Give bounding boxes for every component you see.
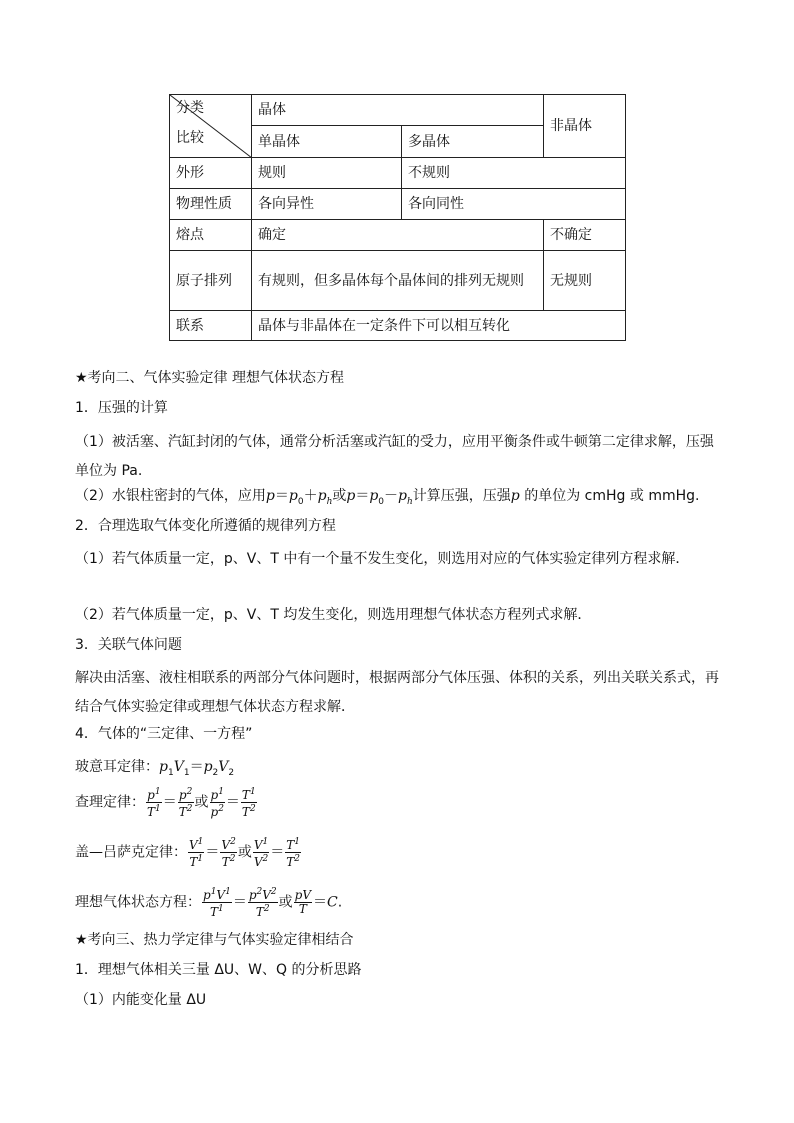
crystal-header: 晶体 [252, 95, 544, 126]
heading-pressure: 1．压强的计算 [75, 400, 168, 416]
corner-bottom-label: 比较 [176, 130, 204, 146]
section-3-title: ★考向三、热力学定律与气体实验定律相结合 [75, 932, 354, 948]
gay-lussac-law: 盖—吕萨克定律： $\frac{V^1}{T^1}$ ＝ $\frac{V^2}{T^2}$ 或 $\frac{V^1}{V^2}$ ＝ $\frac{T^1}{T^2}$ [75, 837, 300, 869]
heading-linked-gas: 3．关联气体问题 [75, 637, 182, 653]
corner-top-label: 分类 [176, 100, 204, 116]
table-cell: 不规则 [402, 158, 626, 189]
table-cell: 晶体与非晶体在一定条件下可以相互转化 [252, 311, 626, 341]
amorphous-header: 非晶体 [544, 95, 626, 158]
heading-laws: 2．合理选取气体变化所遵循的规律列方程 [75, 518, 336, 534]
boyle-law: 玻意耳定律：$p_1V_1=p_2V_2$ [75, 759, 235, 778]
formula-mercury-pressure: p [265, 488, 275, 504]
paragraph-piston: （1）被活塞、汽缸封闭的气体，通常分析活塞或汽缸的受力，应用平衡条件或牛顿第二定律求解，压强单位为 Pa. [75, 434, 714, 479]
heading-three-quantities: 1．理想气体相关三量 ΔU、W、Q 的分析思路 [75, 962, 362, 978]
table-corner-cell [170, 95, 252, 158]
row-label: 外形 [170, 158, 252, 189]
table-cell: 各向异性 [252, 189, 402, 220]
row-label: 原子排列 [170, 251, 252, 311]
table-cell: 有规则，但多晶体每个晶体间的排列无规则 [252, 251, 544, 311]
paragraph-internal-energy: （1）内能变化量 ΔU [75, 992, 207, 1008]
crystal-comparison-table [169, 94, 626, 341]
heading-three-laws: 4．气体的“三定律、一方程” [75, 726, 253, 742]
paragraph-one-constant: （1）若气体质量一定，p、V、T 中有一个量不发生变化，则选用对应的气体实验定律列方程求解． [75, 551, 690, 567]
ideal-gas-equation: 理想气体状态方程： $\frac{p^1V^1}{T^1}$ ＝ $\frac{p^2V^2}{T^2}$ 或 $\frac{pV}{T}$ ＝C. [75, 887, 343, 919]
paragraph-linked-gas: 解决由活塞、液柱相联系的两部分气体问题时，根据两部分气体压强、体积的关系，列出关联关系式，再结合气体实验定律或理想气体状态方程求解． [75, 670, 719, 715]
row-label: 联系 [170, 311, 252, 341]
table-cell: 无规则 [544, 251, 626, 311]
row-label: 物理性质 [170, 189, 252, 220]
table-cell: 规则 [252, 158, 402, 189]
section-2-title: ★考向二、气体实验定律 理想气体状态方程 [75, 370, 344, 386]
table-cell: 不确定 [544, 220, 626, 251]
boyle-formula: p [159, 759, 168, 775]
poly-crystal-header: 多晶体 [402, 126, 544, 158]
table-cell: 确定 [252, 220, 544, 251]
table-cell: 各向同性 [402, 189, 626, 220]
paragraph-mercury: （2）水银柱密封的气体，应用$p=p_0+p_h$或$p=p_0-p_h$计算压强，压强p 的单位为 cmHg 或 mmHg. [75, 488, 700, 507]
charles-law: 查理定律： $\frac{p^1}{T^1}$ ＝ $\frac{p^2}{T^2}$ 或 $\frac{p^1}{p^2}$ ＝ $\frac{T^1}{T^2}$ [75, 787, 256, 819]
single-crystal-header: 单晶体 [252, 126, 402, 158]
paragraph-all-change: （2）若气体质量一定，p、V、T 均发生变化，则选用理想气体状态方程列式求解． [75, 607, 592, 623]
row-label: 熔点 [170, 220, 252, 251]
